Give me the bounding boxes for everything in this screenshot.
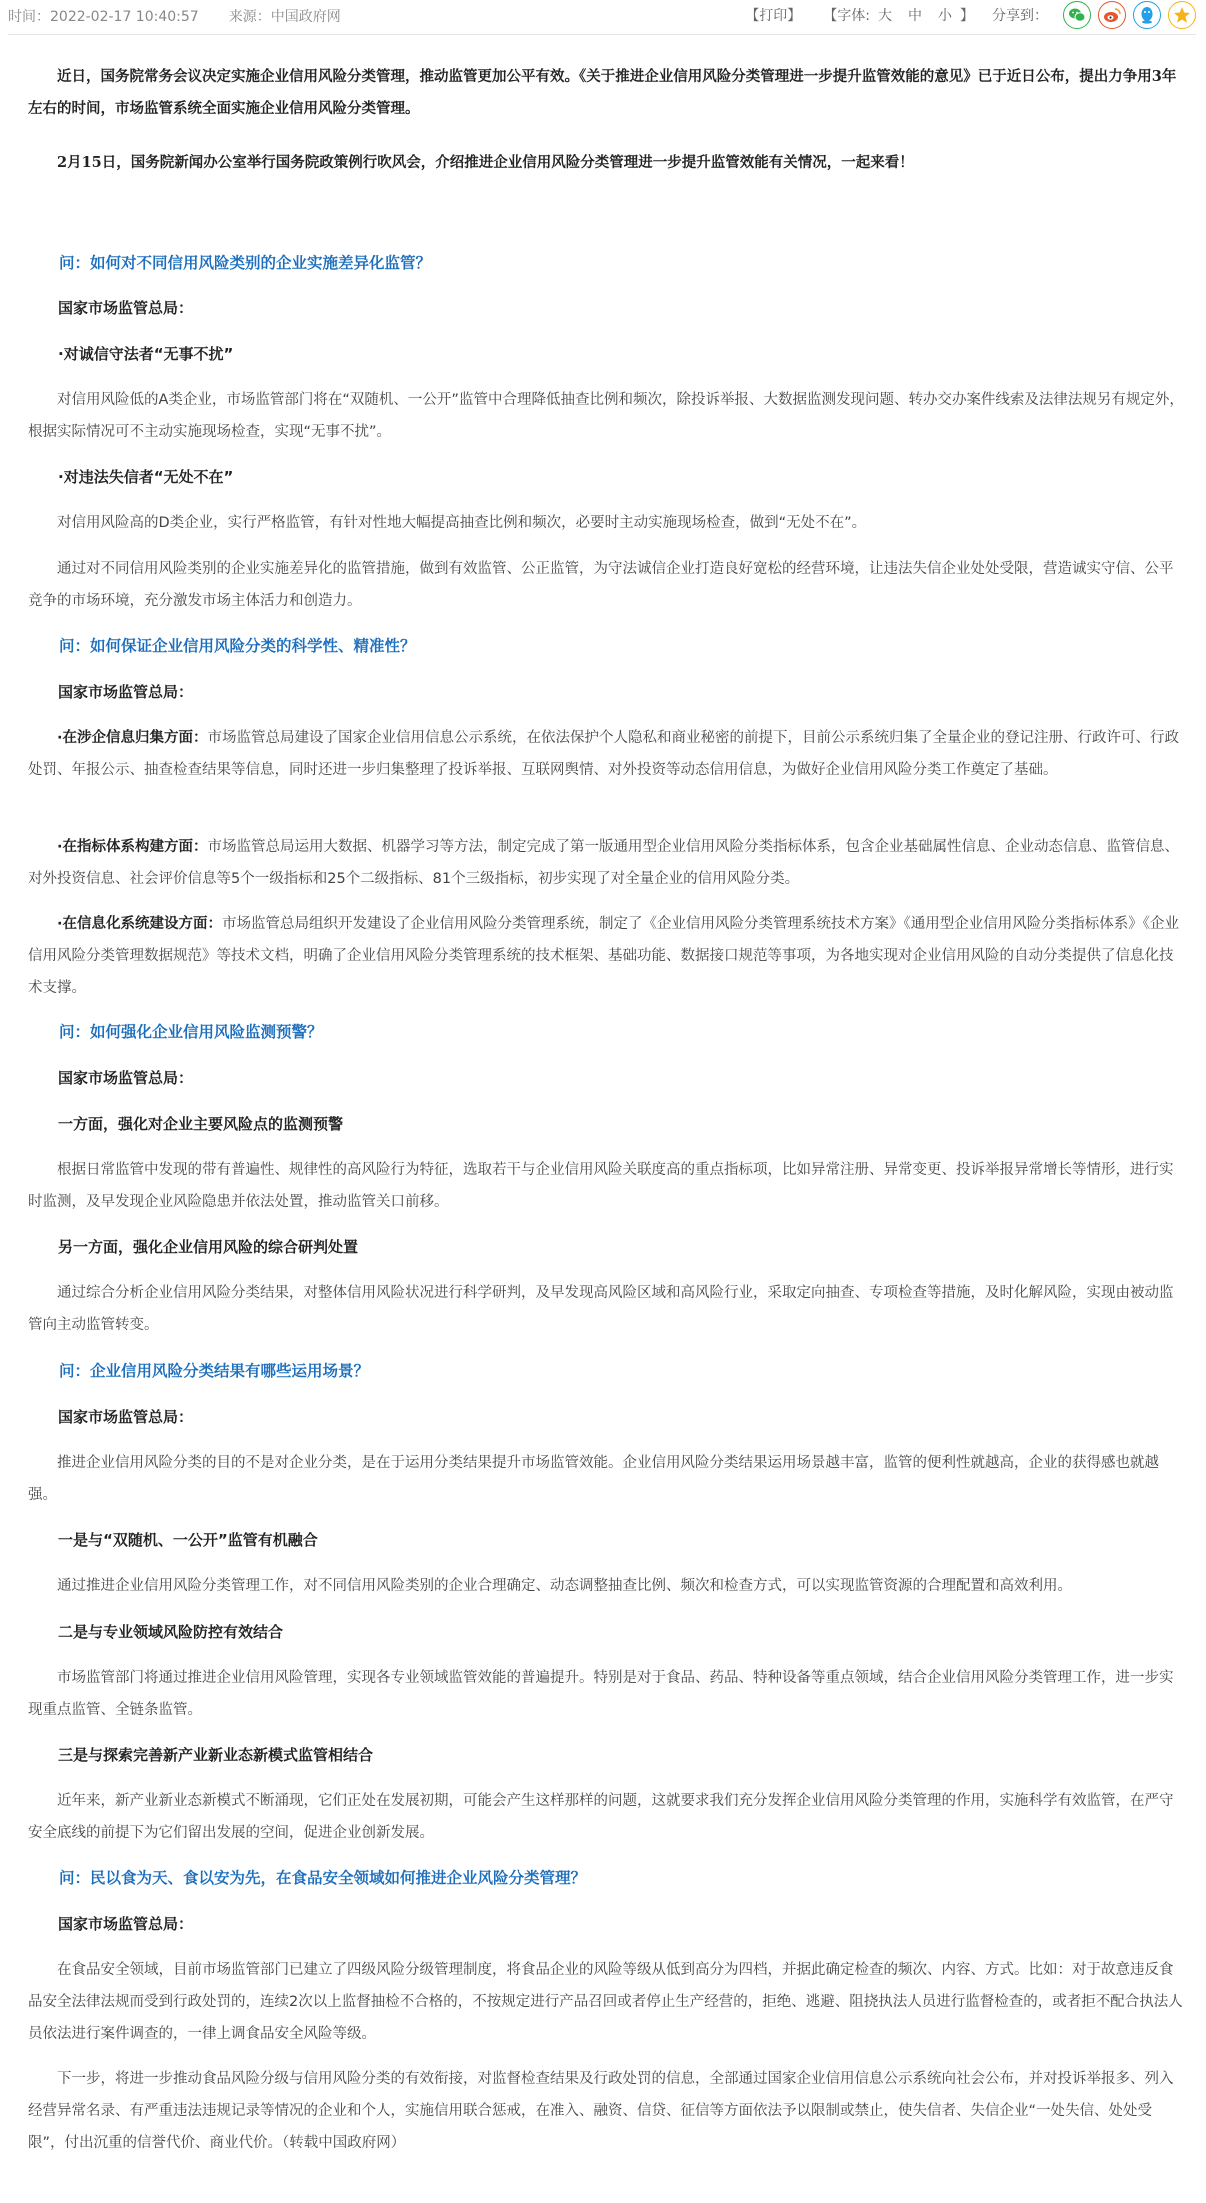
- qq-icon[interactable]: [1133, 1, 1161, 29]
- lead-paragraph: 近日，国务院常务会议决定实施企业信用风险分类管理，推动监管更加公平有效。《关于推进企业信用风险分类管理进一步提升监管效能的意见》已于近日公布，提出力争用3年左右的时间，市场监管系统全面实施企业信用风险分类管理。: [28, 68, 1177, 117]
- question-heading: 问：如何保证企业信用风险分类的科学性、精准性？: [59, 637, 416, 655]
- question-heading: 问：民以食为天、食以安为先，在食品安全领域如何推进企业风险分类管理？: [59, 1869, 587, 1887]
- body-paragraph: [28, 908, 1184, 1004]
- section-subheading: 一是与“双随机、一公开”监管有机融合: [58, 1531, 318, 1549]
- body-paragraph: 市场监管部门将通过推进企业信用风险管理，实现各专业领域监管效能的普遍提升。特别是对于食品、药品、特种设备等重点领域，结合企业信用风险分类管理工作，进一步实现重点监管、全链条监管。: [28, 1670, 1174, 1718]
- paragraph-lead: ·在信息化系统建设方面：: [57, 916, 223, 932]
- body-paragraph: 下一步，将进一步推动食品风险分级与信用风险分类的有效衔接，对监督检查结果及行政处罚的信息，全部通过国家企业信用信息公示系统向社会公布，并对投诉举报多、列入经营异常名录、有严重违法违规记录等情况的企业和个人，实施信用联合惩戒，在准入、融资、信贷、征信等方面依法予以限制或禁止，使失信者、失信企业“一处失信、处处受限”，付出沉重的信誉代价、商业代价。（转载中国政府网）: [28, 2071, 1174, 2151]
- body-paragraph: 近年来，新产业新业态新模式不断涌现，它们正处在发展初期，可能会产生这样那样的问题，这就要求我们充分发挥企业信用风险分类管理的作用，实施科学有效监管，在严守安全底线的前提下为它们留出发展的空间，促进企业创新发展。: [28, 1793, 1174, 1841]
- section-subheading: 三是与探索完善新产业新业态新模式监管相结合: [58, 1746, 374, 1764]
- answer-speaker: 国家市场监管总局：: [58, 1069, 194, 1087]
- section-subheading: 一方面，强化对企业主要风险点的监测预警: [58, 1115, 344, 1133]
- weibo-icon[interactable]: [1098, 1, 1126, 29]
- section-subheading: 另一方面，强化企业信用风险的综合研判处置: [58, 1238, 359, 1256]
- answer-speaker: 国家市场监管总局：: [58, 1915, 194, 1933]
- paragraph-text: 市场监管总局组织开发建设了企业信用风险分类管理系统，制定了《企业信用风险分类管理系统技术方案》《通用型企业信用风险分类指标体系》《企业信用风险分类管理数据规范》等技术文档，明确了企业信用风险分类管理系统的技术框架、基础功能、数据接口规范等事项，为各地实现对企业信用风险的自动分类提供了信息化技术支撑。: [28, 916, 1180, 996]
- article-meta: [8, 6, 371, 26]
- body-paragraph: 通过综合分析企业信用风险分类结果，对整体信用风险状况进行科学研判，及早发现高风险区域和高风险行业，采取定向抽查、专项检查等措施，及时化解风险，实现由被动监管向主动监管转变。: [28, 1285, 1174, 1333]
- body-paragraph: 对信用风险高的D类企业，实行严格监管，有针对性地大幅提高抽查比例和频次，必要时主动实施现场检查，做到“无处不在”。: [57, 515, 867, 531]
- font-size-selector: [823, 5, 974, 25]
- share-label: 分享到：: [992, 8, 1048, 24]
- tool-links: [745, 0, 1196, 30]
- paragraph-lead: ·在指标体系构建方面：: [57, 839, 208, 855]
- font-size-large[interactable]: 大: [878, 8, 892, 24]
- lead-paragraph: 2月15日，国务院新闻办公室举行国务院政策例行吹风会，介绍推进企业信用风险分类管理进一步提升监管效能有关情况，一起来看！: [57, 154, 914, 171]
- body-paragraph: [28, 722, 1184, 786]
- font-size-label: 【字体:: [823, 8, 870, 24]
- article-toolbar: [8, 0, 1196, 35]
- publish-time: 时间：2022-02-17 10:40:57: [8, 9, 199, 25]
- paragraph-text: 市场监管总局运用大数据、机器学习等方法，制定完成了第一版通用型企业信用风险分类指标体系，包含企业基础属性信息、企业动态信息、监管信息、对外投资信息、社会评价信息等5个一级指标和25个二级指标、81个三级指标，初步实现了对全量企业的信用风险分类。: [28, 839, 1180, 887]
- section-subheading: ·对诚信守法者“无事不扰”: [58, 345, 234, 363]
- body-paragraph: 通过对不同信用风险类别的企业实施差异化的监管措施，做到有效监管、公正监管，为守法诚信企业打造良好宽松的经营环境，让违法失信企业处处受限，营造诚实守信、公平竞争的市场环境，充分激发市场主体活力和创造力。: [28, 561, 1174, 609]
- body-paragraph: 在食品安全领域，目前市场监管部门已建立了四级风险分级管理制度，将食品企业的风险等级从低到高分为四档，并据此确定检查的频次、内容、方式。比如：对于故意违反食品安全法律法规而受到行政处罚的，连续2次以上监督抽检不合格的，不按规定进行产品召回或者停止生产经营的，拒绝、逃避、阻挠执法人员进行监督检查的，或者拒不配合执法人员依法进行案件调查的，一律上调食品安全风险等级。: [28, 1962, 1183, 2042]
- font-size-medium[interactable]: 中: [908, 8, 922, 24]
- question-heading: 问：如何对不同信用风险类别的企业实施差异化监管？: [59, 254, 432, 272]
- section-subheading: ·对违法失信者“无处不在”: [58, 468, 234, 486]
- question-heading: 问：企业信用风险分类结果有哪些运用场景？: [59, 1362, 370, 1380]
- qzone-icon[interactable]: [1168, 1, 1196, 29]
- article-source: 来源：中国政府网: [228, 9, 341, 25]
- wechat-icon[interactable]: [1063, 1, 1091, 29]
- answer-speaker: 国家市场监管总局：: [58, 683, 194, 701]
- body-paragraph: 根据日常监管中发现的带有普遍性、规律性的高风险行为特征，选取若干与企业信用风险关联度高的重点指标项，比如异常注册、异常变更、投诉举报异常增长等情形，进行实时监测，及早发现企业风险隐患并依法处置，推动监管关口前移。: [28, 1162, 1174, 1210]
- answer-speaker: 国家市场监管总局：: [58, 1408, 194, 1426]
- font-size-end: 】: [960, 8, 974, 24]
- answer-speaker: 国家市场监管总局：: [58, 299, 194, 317]
- question-heading: 问：如何强化企业信用风险监测预警？: [59, 1023, 323, 1041]
- body-paragraph: 对信用风险低的A类企业，市场监管部门将在“双随机、一公开”监管中合理降低抽查比例和频次，除投诉举报、大数据监测发现问题、转办交办案件线索及法律法规另有规定外，根据实际情况可不主动实施现场检查，实现“无事不扰”。: [28, 392, 1184, 440]
- paragraph-text: 市场监管总局建设了国家企业信用信息公示系统，在依法保护个人隐私和商业秘密的前提下，目前公示系统归集了全量企业的登记注册、行政许可、行政处罚、年报公示、抽查检查结果等信息，同时还进一步归集整理了投诉举报、互联网舆情、对外投资等动态信用信息，为做好企业信用风险分类工作奠定了基础。: [28, 730, 1180, 778]
- body-paragraph: [28, 831, 1184, 895]
- body-paragraph: 推进企业信用风险分类的目的不是对企业分类，是在于运用分类结果提升市场监管效能。企业信用风险分类结果运用场景越丰富，监管的便利性就越高，企业的获得感也就越强。: [28, 1455, 1159, 1503]
- font-size-small[interactable]: 小: [938, 8, 952, 24]
- section-subheading: 二是与专业领域风险防控有效结合: [58, 1623, 284, 1641]
- body-paragraph: 通过推进企业信用风险分类管理工作，对不同信用风险类别的企业合理确定、动态调整抽查比例、频次和检查方式，可以实现监管资源的合理配置和高效利用。: [57, 1578, 1072, 1594]
- print-link[interactable]: 【打印】: [745, 8, 802, 24]
- paragraph-lead: ·在涉企信息归集方面：: [57, 730, 208, 746]
